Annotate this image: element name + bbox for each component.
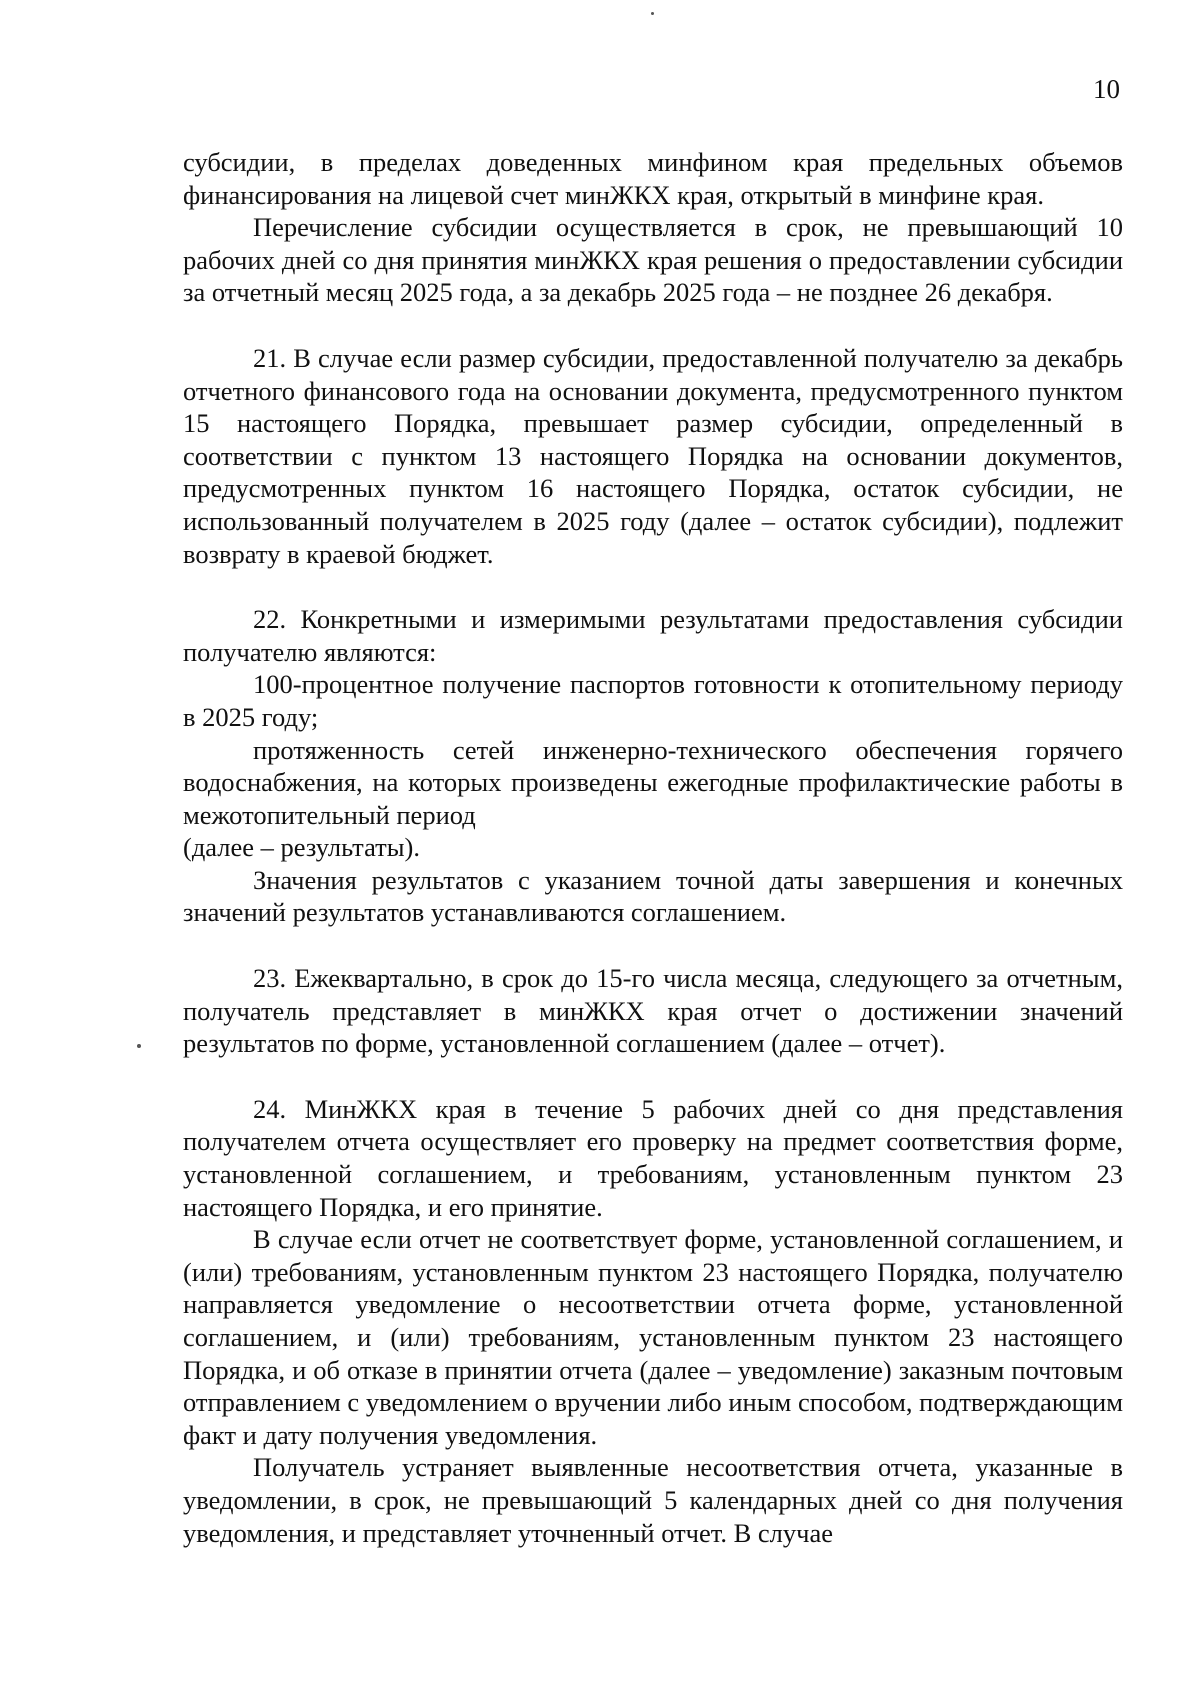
paragraph-clause-21: 21. В случае если размер субсидии, предоставленной получателю за декабрь отчетного финансового года на основании документа, предусмотренного пунктом 15 настоящего Порядка, превышает размер субсидии, определенный в соответствии с пунктом 13 настоящего Порядка на основании документов, предусмотренных пунктом 16 настоящего Порядка, остаток субсидии, не использованный получателем в 2025 году (далее – остаток субсидии), подлежит возврату в краевой бюджет. [183,342,1123,569]
paragraph-continuation: субсидии, в пределах доведенных минфином края предельных объемов финансирования на лицевой счет минЖКХ края, открытый в минфине края. [183,147,1123,210]
paragraph-clause-23: 23. Ежеквартально, в срок до 15-го числа месяца, следующего за отчетным, получатель представляет в минЖКХ края отчет о достижении значений результатов по форме, установленной соглашением (далее – отчет). [183,963,1123,1059]
page-number: 10 [1093,74,1120,104]
document-body [183,146,1123,1549]
paragraph-results-definition: (далее – результаты). [183,832,420,863]
paragraph-corrections: Получатель устраняет выявленные несоответствия отчета, указанные в уведомлении, в срок, не превышающий 5 календарных дней со дня получения уведомления, и представляет уточненный отчет. В случае [183,1452,1123,1548]
paragraph-results-values: Значения результатов с указанием точной даты завершения и конечных значений результатов устанавливаются соглашением. [183,864,1123,928]
paragraph-nonconformity-notice: В случае если отчет не соответствует форме, установленной соглашением, и (или) требованиям, установленным пунктом 23 настоящего Порядка, получателю направляется уведомление о несоответствии отчета форме, установленной соглашением, и (или) требованиям, установленным пунктом 23 настоящего Порядка, и об отказе в принятии отчета (далее – уведомление) заказным почтовым отправлением с уведомлением о вручении либо иным способом, подтверждающим факт и дату получения уведомления. [183,1224,1123,1450]
paragraph-clause-22: 22. Конкретными и измеримыми результатами предоставления субсидии получателю являются: [183,604,1123,667]
paragraph-transfer-term: Перечисление субсидии осуществляется в срок, не превышающий 10 рабочих дней со дня принятия минЖКХ края решения о предоставлении субсидии за отчетный месяц 2025 года, а за декабрь 2025 года – не позднее 26 декабря. [183,212,1123,308]
scan-speck [137,1044,141,1048]
scan-speck [651,12,654,15]
paragraph-result-passports: 100-процентное получение паспортов готовности к отопительному периоду в 2025 году; [183,669,1123,732]
paragraph-clause-24: 24. МинЖКХ края в течение 5 рабочих дней со дня представления получателем отчета осуществляет его проверку на предмет соответствия форме, установленной соглашением, и требованиям, установленным пунктом 23 настоящего Порядка, и его принятие. [183,1093,1123,1222]
paragraph-result-networks: протяженность сетей инженерно-технического обеспечения горячего водоснабжения, на которых произведены ежегодные профилактические работы в межотопительный период [183,734,1123,830]
